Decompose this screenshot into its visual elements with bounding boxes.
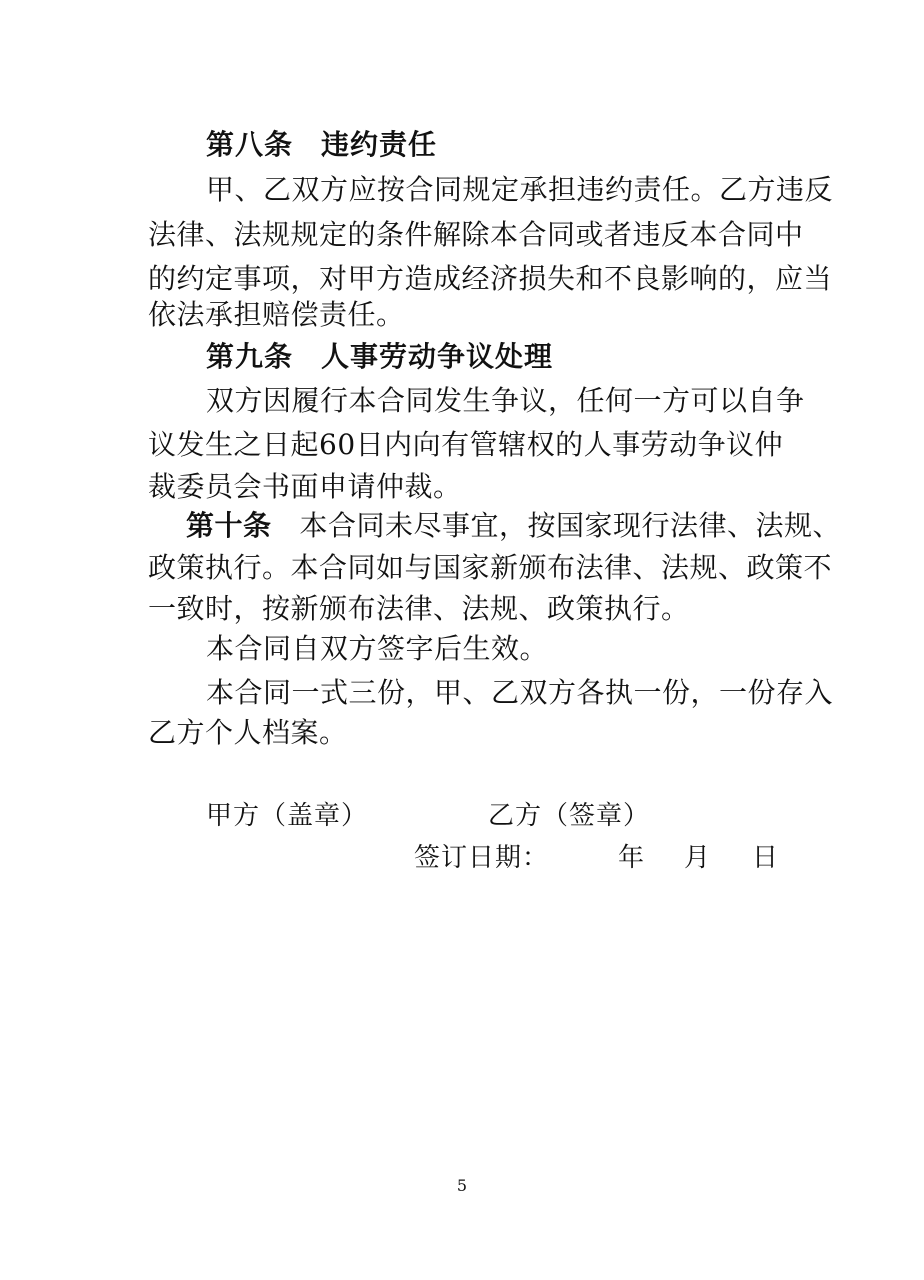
article-10-first-line — [186, 509, 842, 543]
copies-clause-line-2: 乙方个人档案。 — [148, 716, 348, 749]
article-9-title: 人事劳动争议处理 — [321, 340, 554, 373]
article-10-line-2: 政策执行。本合同如与国家新颁布法律、法规、政策不 — [148, 551, 833, 584]
article-9-line-2: 议发生之日起60日内向有管辖权的人事劳动争议仲 — [148, 428, 784, 461]
article-8-title: 违约责任 — [321, 128, 438, 161]
article-8-heading — [206, 128, 776, 162]
sign-date-year: 年 — [618, 843, 646, 873]
article-9-line-1: 双方因履行本合同发生争议，任何一方可以自争 — [206, 384, 805, 417]
effective-clause: 本合同自双方签字后生效。 — [206, 632, 549, 665]
article-8-line-3: 的约定事项，对甲方造成经济损失和不良影响的，应当 — [148, 262, 833, 295]
article-8-line-2: 法律、法规规定的条件解除本合同或者违反本合同中 — [148, 218, 804, 251]
article-10-line-3: 一致时，按新颁布法律、法规、政策执行。 — [148, 592, 690, 625]
sign-date-label: 签订日期： — [414, 843, 550, 873]
article-9-line-3: 裁委员会书面申请仲裁。 — [148, 470, 462, 503]
party-b-signature-label: 乙方（签章） — [488, 801, 651, 831]
copies-clause-line-1: 本合同一式三份，甲、乙双方各执一份，一份存入 — [206, 676, 834, 709]
article-8-number: 第八条 — [206, 128, 294, 161]
sign-date-month: 月 — [684, 843, 712, 873]
page-number: 5 — [456, 1176, 468, 1195]
article-10-number: 第十条 — [186, 509, 272, 542]
party-a-seal-label: 甲方（盖章） — [206, 801, 369, 831]
article-8-line-1: 甲、乙双方应按合同规定承担违约责任。乙方违反 — [206, 173, 834, 206]
article-9-number: 第九条 — [206, 340, 294, 373]
article-9-heading — [206, 340, 776, 374]
article-10-first-line-rest: 本合同未尽事宜，按国家现行法律、法规、 — [299, 509, 842, 542]
sign-date-day: 日 — [752, 843, 780, 873]
article-8-line-4: 依法承担赔偿责任。 — [148, 298, 405, 331]
